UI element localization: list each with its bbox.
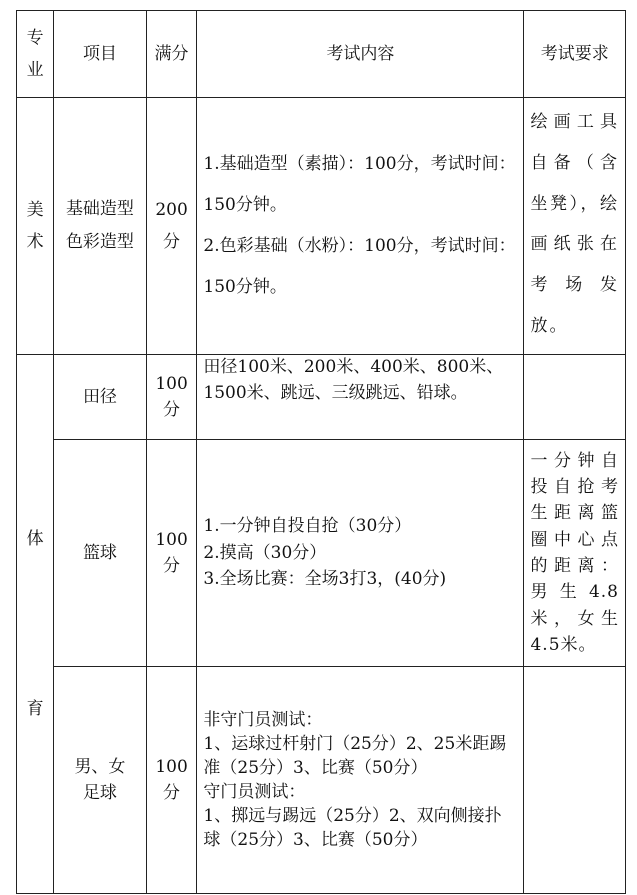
content-soccer-2: 1、运球过杆射门（25分）2、25米距踢准（25分）3、比赛（50分） [203,733,507,778]
content-soccer [197,667,524,894]
item-basketball: 篮球 [54,440,146,667]
header-requirement: 考试要求 [524,11,626,98]
table-row-track [17,355,626,440]
score-soccer: 100分 [146,667,197,894]
major-pe: 体育 [17,355,54,894]
requirement-soccer [524,667,626,894]
content-art-2: 2.色彩基础（水粉）：100分，考试时间：150分钟。 [203,236,516,297]
item-soccer: 男、女足球 [54,667,146,894]
requirement-track [524,355,626,440]
table-row-soccer [17,667,626,894]
item-art [54,98,146,355]
header-content: 考试内容 [197,11,524,98]
table-row-basketball [17,440,626,667]
requirement-art: 绘画工具自备（含坐凳），绘画纸张在考场发放。 [524,98,626,355]
exam-table [16,10,626,894]
content-soccer-1: 非守门员测试： [203,709,323,730]
content-soccer-3: 守门员测试： [203,782,306,802]
table-row-art [17,98,626,355]
header-major: 专业 [17,11,54,98]
header-item: 项目 [54,11,146,98]
header-score: 满分 [146,11,197,98]
major-art: 美术 [17,98,54,355]
content-soccer-4: 1、掷远与踢远（25分）2、双向侧接扑球（25分）3、比赛（50分） [203,806,502,851]
content-art-1: 1.基础造型（素描）：100分，考试时间：150分钟。 [203,154,516,216]
content-basketball [197,440,524,667]
content-track: 田径100米、200米、400米、800米、1500米、跳远、三级跳远、铅球。 [197,355,524,440]
item-track: 田径 [54,355,146,440]
item-art-line1: 基础造型 [65,198,134,219]
requirement-basketball: 一分钟自投自抢考生距离篮圈中心点的距离：男生4.8米，女生4.5米。 [524,440,626,667]
content-basketball-1: 1.一分钟自投自抢（30分） [203,516,412,537]
content-basketball-3: 3.全场比赛：全场3打3，(40分) [203,569,447,590]
header-row [17,11,626,98]
score-art: 200分 [146,98,197,355]
content-basketball-2: 2.摸高（30分） [203,542,327,563]
score-track: 100分 [146,355,197,440]
item-art-line2: 色彩造型 [65,232,134,252]
content-art [197,98,524,355]
score-basketball: 100分 [146,440,197,667]
